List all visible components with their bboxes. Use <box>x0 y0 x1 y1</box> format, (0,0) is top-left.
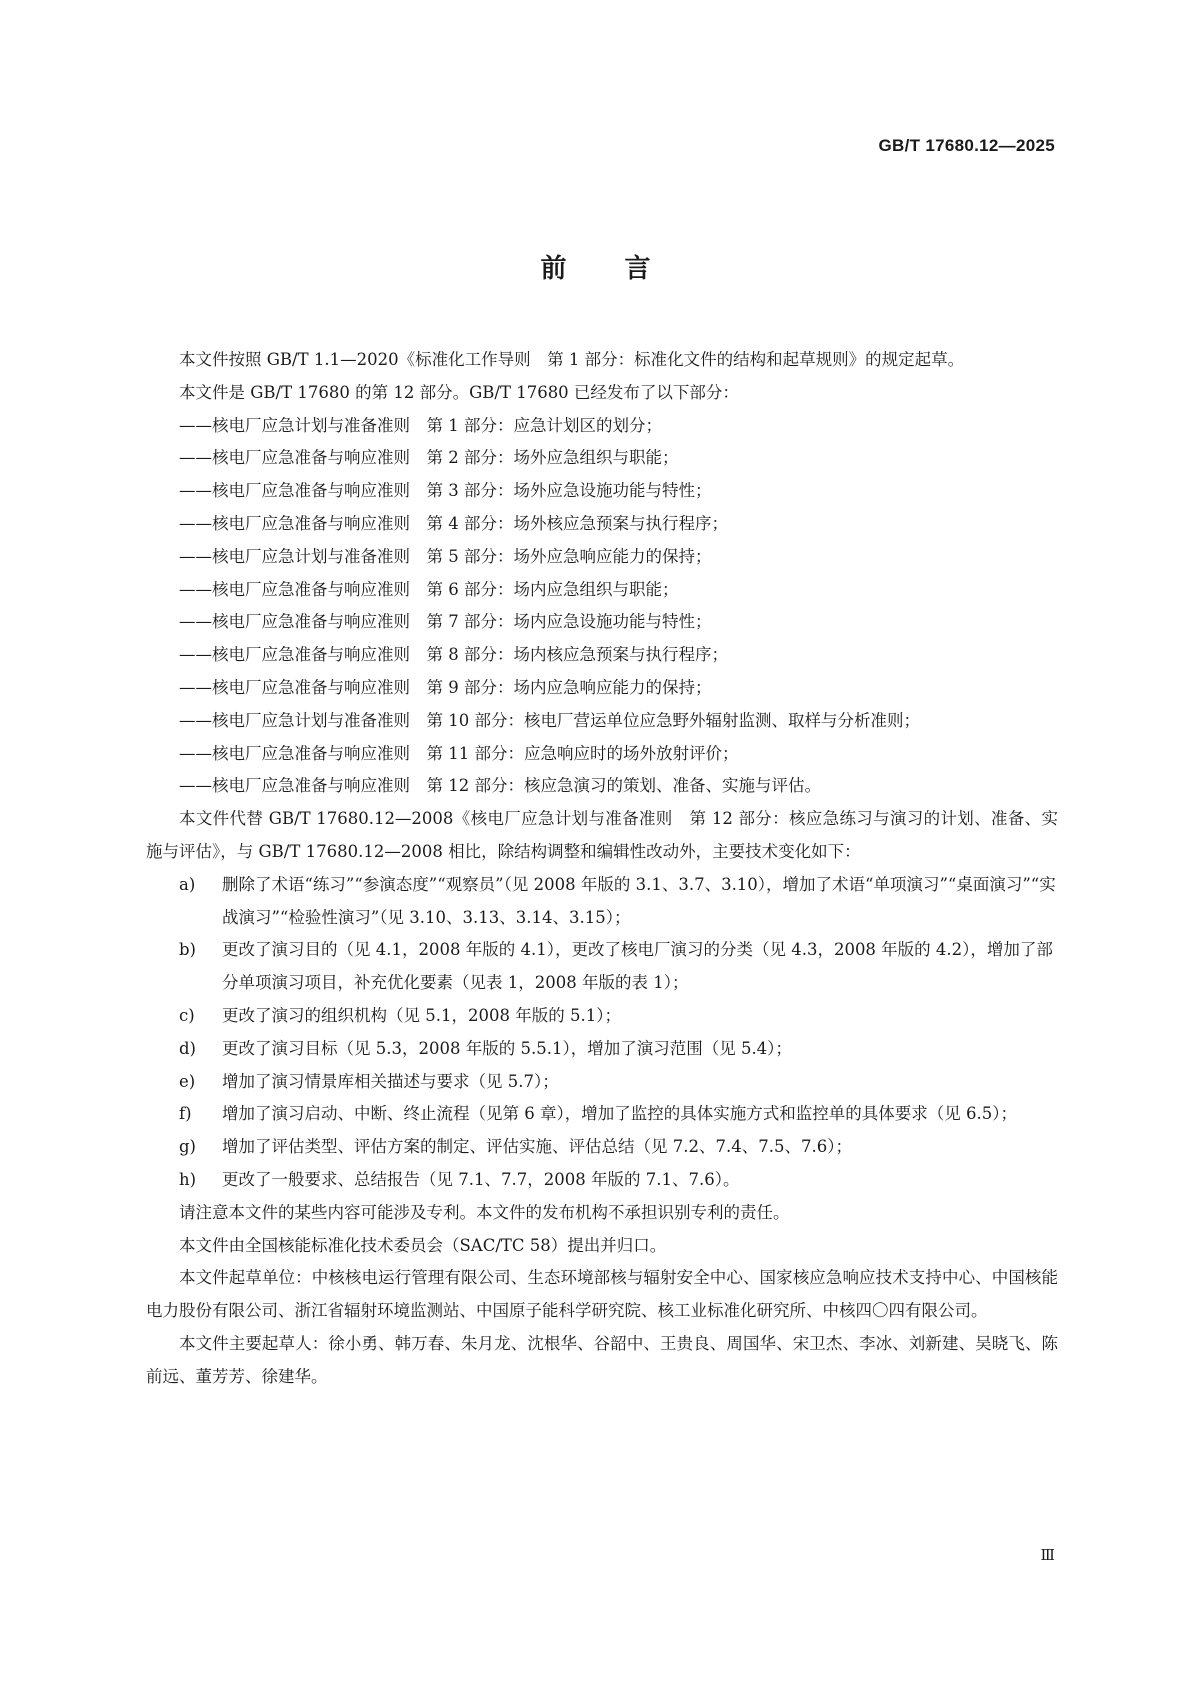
change-marker: d) <box>179 1038 196 1058</box>
part-item: ——核电厂应急计划与准备准则 第 10 部分：核电厂营运单位应急野外辐射监测、取样与分析准则； <box>179 710 920 730</box>
document-body <box>146 344 1058 1394</box>
change-marker: g) <box>179 1137 196 1157</box>
main-drafters: 本文件主要起草人：徐小勇、韩万春、朱月龙、沈根华、谷韶中、王贵良、周国华、宋卫杰、李冰、刘新建、吴晓飞、陈前远、董芳芳、徐建华。 <box>146 1333 1058 1386</box>
parts-list <box>146 410 1058 804</box>
change-item <box>146 1164 1058 1197</box>
change-item <box>146 1000 1058 1033</box>
change-text: 增加了演习情景库相关描述与要求（见 5.7）； <box>222 1071 559 1091</box>
part-item: ——核电厂应急准备与响应准则 第 4 部分：场外核应急预案与执行程序； <box>179 513 728 533</box>
change-item <box>146 1066 1058 1099</box>
part-item: ——核电厂应急准备与响应准则 第 7 部分：场内应急设施功能与特性； <box>179 612 712 632</box>
page-number: Ⅲ <box>1040 1546 1055 1564</box>
change-marker: a) <box>179 874 196 894</box>
change-item <box>146 1131 1058 1164</box>
change-text: 增加了评估类型、评估方案的制定、评估实施、评估总结（见 7.2、7.4、7.5、7.6）； <box>222 1137 852 1157</box>
change-text: 更改了演习目标（见 5.3，2008 年版的 5.5.1），增加了演习范围（见 5.4）； <box>222 1038 792 1058</box>
drafting-units: 本文件起草单位：中核核电运行管理有限公司、生态环境部核与辐射安全中心、国家核应急响应技术支持中心、中国核能电力股份有限公司、浙江省辐射环境监测站、中国原子能科学研究院、核工业标准化研究所、中核四〇四有限公司。 <box>146 1268 1058 1321</box>
intro-paragraph-2: 本文件是 GB/T 17680 的第 12 部分。GB/T 17680 已经发布了以下部分： <box>179 382 739 402</box>
change-marker: b) <box>179 940 196 960</box>
part-item: ——核电厂应急计划与准备准则 第 1 部分：应急计划区的划分； <box>179 415 662 435</box>
part-item: ——核电厂应急准备与响应准则 第 11 部分：应急响应时的场外放射评价； <box>179 743 739 763</box>
part-item: ——核电厂应急准备与响应准则 第 9 部分：场内应急响应能力的保持； <box>179 677 712 697</box>
part-item: ——核电厂应急准备与响应准则 第 12 部分：核应急演习的策划、准备、实施与评估。 <box>179 776 821 796</box>
change-text: 更改了演习目的（见 4.1，2008 年版的 4.1），更改了核电厂演习的分类（见 4.3，2008 年版的 4.2），增加了部分单项演习项目，补充优化要素（见表 1，2008 年版的表 1）； <box>222 940 1053 993</box>
part-item: ——核电厂应急准备与响应准则 第 8 部分：场内核应急预案与执行程序； <box>179 645 728 665</box>
patent-notice: 请注意本文件的某些内容可能涉及专利。本文件的发布机构不承担识别专利的责任。 <box>179 1202 790 1222</box>
intro-paragraph-1: 本文件按照 GB/T 1.1—2020《标准化工作导则 第 1 部分：标准化文件的结构和起草规则》的规定起草。 <box>179 350 965 369</box>
change-item <box>146 1098 1058 1131</box>
change-text: 更改了一般要求、总结报告（见 7.1、7.7，2008 年版的 7.1、7.6）。 <box>222 1169 740 1189</box>
part-item: ——核电厂应急计划与准备准则 第 5 部分：场外应急响应能力的保持； <box>179 546 712 566</box>
change-item <box>146 934 1058 1000</box>
change-marker: c) <box>179 1005 195 1025</box>
change-text: 更改了演习的组织机构（见 5.1，2008 年版的 5.1）； <box>222 1005 621 1025</box>
change-marker: f) <box>179 1104 192 1124</box>
change-marker: e) <box>179 1071 196 1091</box>
change-item <box>146 1033 1058 1066</box>
part-item: ——核电厂应急准备与响应准则 第 3 部分：场外应急设施功能与特性； <box>179 481 712 501</box>
changes-list <box>146 869 1058 1197</box>
standard-code: GB/T 17680.12—2025 <box>878 136 1055 155</box>
change-item <box>146 869 1058 935</box>
change-text: 删除了术语“练习”“参演态度”“观察员”（见 2008 年版的 3.1、3.7、3.10），增加了术语“单项演习”“桌面演习”“实战演习”“检验性演习”（见 3.10、3.13、3.14、3.15）； <box>222 874 1056 927</box>
replacement-paragraph: 本文件代替 GB/T 17680.12—2008《核电厂应急计划与准备准则 第 12 部分：核应急练习与演习的计划、准备、实施与评估》，与 GB/T 17680.12—2008 相比，除结构调整和编辑性改动外，主要技术变化如下： <box>146 809 1058 861</box>
change-marker: h) <box>179 1169 197 1189</box>
change-text: 增加了演习启动、中断、终止流程（见第 6 章），增加了监控的具体实施方式和监控单的具体要求（见 6.5）； <box>222 1104 1017 1124</box>
part-item: ——核电厂应急准备与响应准则 第 2 部分：场外应急组织与职能； <box>179 448 679 468</box>
part-item: ——核电厂应急准备与响应准则 第 6 部分：场内应急组织与职能； <box>179 579 679 599</box>
committee-statement: 本文件由全国核能标准化技术委员会（SAC/TC 58）提出并归口。 <box>179 1235 667 1255</box>
page-title: 前言 <box>540 254 709 284</box>
